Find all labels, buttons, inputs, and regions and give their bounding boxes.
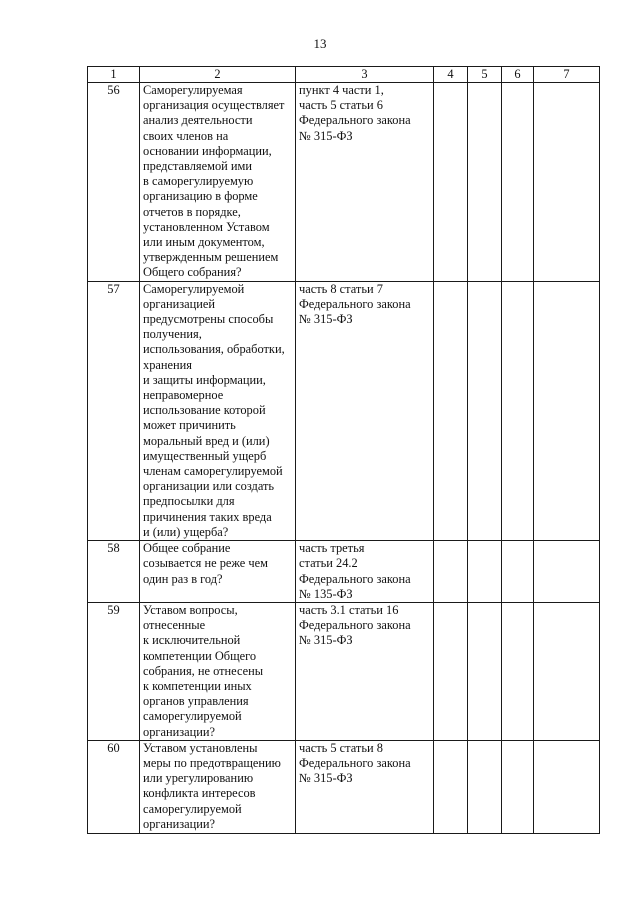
empty-cell-col7 (534, 740, 600, 833)
legal-reference-text: часть 8 статьи 7 Федерального закона № 315-ФЗ (299, 281, 411, 327)
question-cell (140, 740, 296, 833)
table-row (88, 740, 600, 833)
row-number: 56 (88, 83, 140, 282)
checklist-table (87, 66, 600, 834)
legal-reference-text: пункт 4 части 1, часть 5 статьи 6 Федерального закона № 315-ФЗ (299, 83, 411, 143)
legal-reference-text: часть 5 статьи 8 Федерального закона № 315-ФЗ (299, 740, 411, 786)
empty-cell-col5 (468, 602, 502, 740)
row-number: 59 (88, 602, 140, 740)
header-row (88, 67, 600, 83)
question-text: Саморегулируемой организацией предусмотрены способы получения, использования, обработки, хранения и защиты информации, неправомерное использование которой может причинить моральный вред и (или) имущественный ущерб членам саморегулируемой организации или создать предпосылки для причинения таких вреда и (или) ущерба? (143, 281, 285, 539)
column-header-3: 3 (296, 67, 434, 83)
column-header-1: 1 (88, 67, 140, 83)
empty-cell-col6 (502, 83, 534, 282)
table-row (88, 83, 600, 282)
question-cell (140, 602, 296, 740)
page-number: 13 (313, 36, 327, 51)
legal-reference-text: часть третья статьи 24.2 Федерального закона № 135-ФЗ (299, 541, 411, 601)
row-number: 58 (88, 541, 140, 603)
empty-cell-col7 (534, 602, 600, 740)
legal-reference-cell (296, 602, 434, 740)
legal-reference-cell (296, 541, 434, 603)
empty-cell-col4 (434, 541, 468, 603)
column-header-4: 4 (434, 67, 468, 83)
legal-reference-cell (296, 83, 434, 282)
column-header-6: 6 (502, 67, 534, 83)
empty-cell-col5 (468, 281, 502, 540)
empty-cell-col4 (434, 740, 468, 833)
column-header-2: 2 (140, 67, 296, 83)
table-row (88, 602, 600, 740)
empty-cell-col7 (534, 541, 600, 603)
empty-cell-col5 (468, 740, 502, 833)
empty-cell-col6 (502, 281, 534, 540)
empty-cell-col7 (534, 281, 600, 540)
legal-reference-text: часть 3.1 статьи 16 Федерального закона № 315-ФЗ (299, 602, 411, 648)
question-cell (140, 281, 296, 540)
empty-cell-col6 (502, 541, 534, 603)
legal-reference-cell (296, 281, 434, 540)
question-text: Саморегулируемая организация осуществляет анализ деятельности своих членов на основании информации, представляемой ими в саморегулируемую организацию в форме отчетов в порядке, установленном Уставом или иным документом, утвержденным решением Общего собрания? (143, 83, 285, 280)
row-number: 60 (88, 740, 140, 833)
column-header-5: 5 (468, 67, 502, 83)
empty-cell-col5 (468, 83, 502, 282)
empty-cell-col4 (434, 281, 468, 540)
legal-reference-cell (296, 740, 434, 833)
question-cell (140, 541, 296, 603)
empty-cell-col6 (502, 602, 534, 740)
question-text: Уставом вопросы, отнесенные к исключительной компетенции Общего собрания, не отнесены к компетенции иных органов управления саморегулируемой организации? (143, 602, 264, 739)
column-header-7: 7 (534, 67, 600, 83)
empty-cell-col4 (434, 83, 468, 282)
question-cell (140, 83, 296, 282)
table-row (88, 281, 600, 540)
table-row (88, 541, 600, 603)
row-number: 57 (88, 281, 140, 540)
empty-cell-col4 (434, 602, 468, 740)
question-text: Уставом установлены меры по предотвращению или урегулированию конфликта интересов саморегулируемой организации? (143, 740, 281, 831)
empty-cell-col6 (502, 740, 534, 833)
question-text: Общее собрание созывается не реже чем один раз в год? (143, 541, 268, 586)
empty-cell-col5 (468, 541, 502, 603)
empty-cell-col7 (534, 83, 600, 282)
